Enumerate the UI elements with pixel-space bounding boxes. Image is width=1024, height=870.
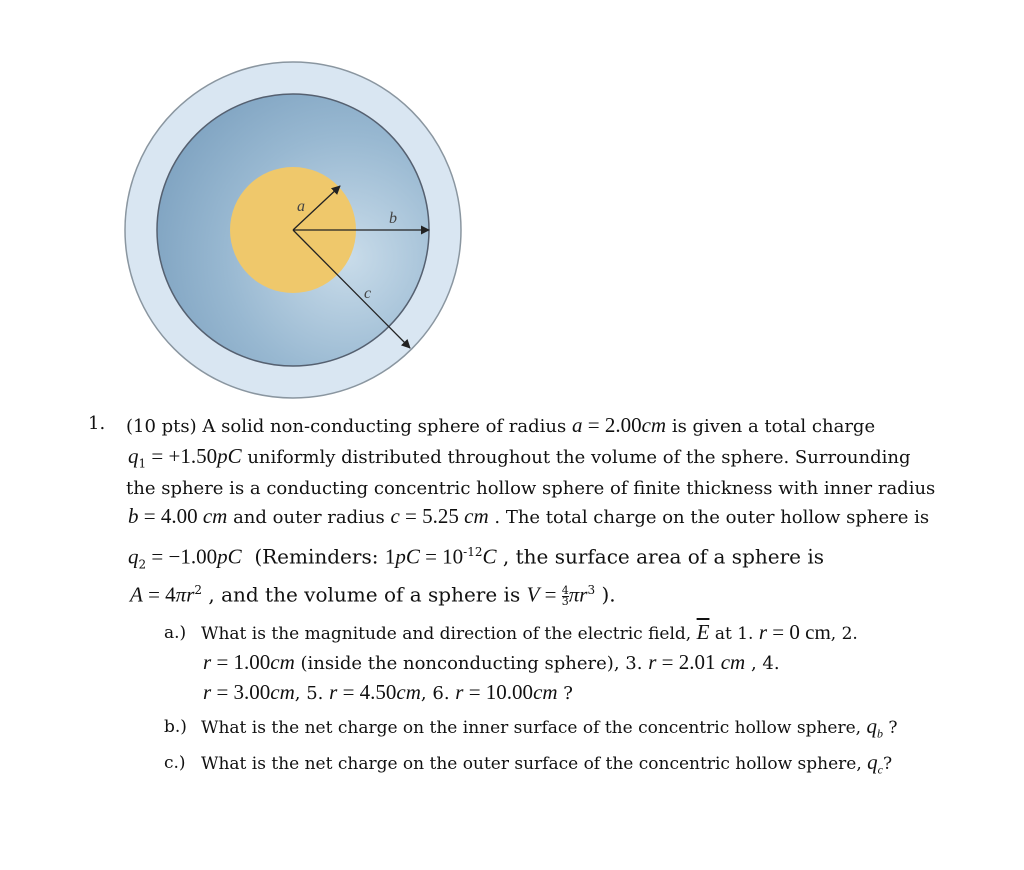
part-a-label: a.)	[164, 623, 187, 643]
part-a-line-2: r = 1.00cm (inside the nonconducting sphere), 3. r = 2.01 cm , 4.	[203, 650, 780, 674]
concentric-spheres-figure	[120, 58, 470, 408]
label-a: a	[297, 198, 305, 215]
part-c-label: c.)	[164, 753, 186, 773]
part-b-line: What is the net charge on the inner surface of the concentric hollow sphere, $q_b$ ?	[201, 714, 898, 741]
problem-number: 1.	[88, 413, 106, 434]
problem-line-4: b = 4.00 cm and outer radius c = 5.25 cm . The total charge on the outer hollow sphere is	[128, 504, 930, 528]
label-b: b	[389, 210, 397, 227]
problem-line-6: $A = 4\pi r^2$ , and the volume of a sphere is V = $\frac{4}{3}$ $\pi r^3$ ).	[130, 582, 616, 608]
part-a-line-3: r = 3.00cm, 5. r = 4.50cm, 6. r = 10.00cm ?	[203, 680, 573, 704]
part-b-label: b.)	[164, 717, 187, 737]
part-c-line: What is the net charge on the outer surface of the concentric hollow sphere, $q_c$?	[201, 750, 893, 777]
problem-line-1: (10 pts) A solid non-conducting sphere of radius a = 2.00cm is given a total charge	[126, 413, 876, 437]
problem-line-5: $q_2 = -1.00pC$ (Reminders: $1pC = 10^{-12}C$ , the surface area of a sphere is	[128, 544, 825, 572]
part-a-line-1: What is the magnitude and direction of the electric field, $\overline{E}$ at 1. r = 0 cm, 2.	[201, 620, 858, 644]
problem-line-3: the sphere is a conducting concentric hollow sphere of finite thickness with inner radius	[126, 478, 936, 499]
label-c: c	[364, 285, 372, 302]
problem-line-2: $q_1 = +1.50pC$ uniformly distributed throughout the volume of the sphere. Surrounding	[128, 444, 911, 471]
